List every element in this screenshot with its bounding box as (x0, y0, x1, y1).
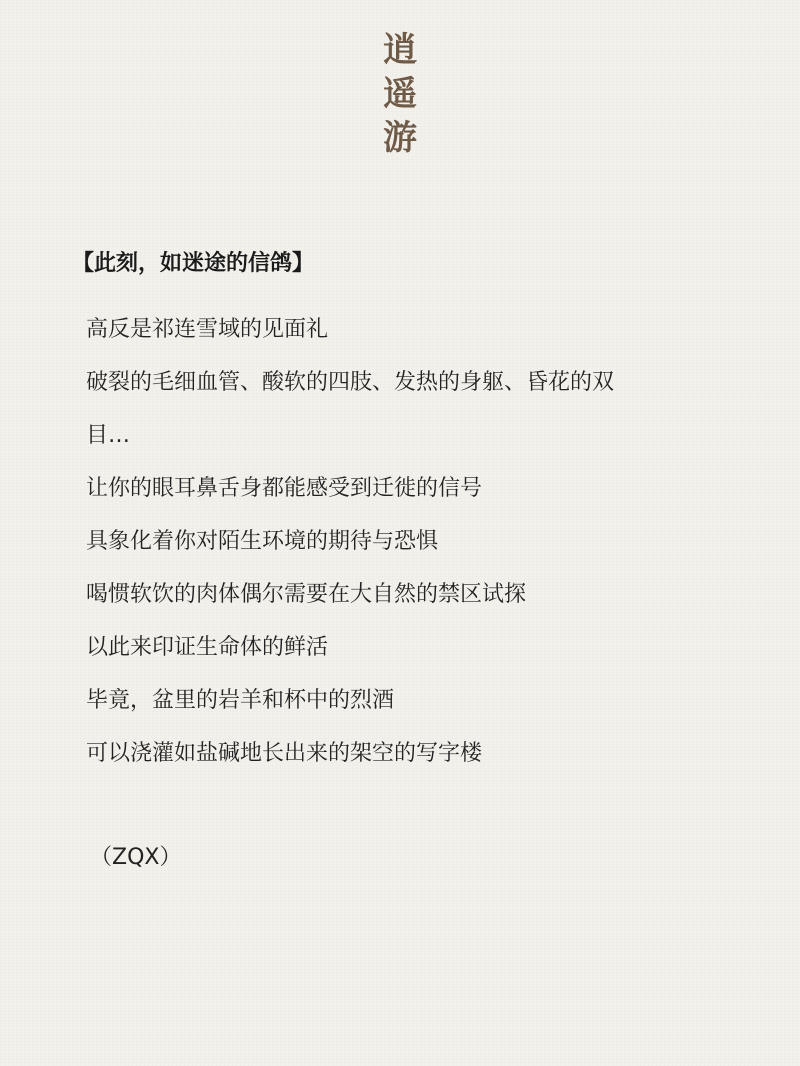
poem-line: 喝惯软饮的肉体偶尔需要在大自然的禁区试探 (86, 582, 527, 607)
title-char: 遥 (383, 74, 417, 114)
poem-line: 以此来印证生命体的鲜活 (86, 635, 329, 660)
poem-line: 破裂的毛细血管、酸软的四肢、发热的身躯、昏花的双 (86, 370, 615, 395)
signature: （ZQX） (90, 845, 182, 870)
poem-line: 高反是祁连雪域的见面礼 (86, 317, 329, 342)
vertical-title (0, 28, 800, 160)
poem-line: 目… (86, 423, 131, 448)
poem-line: 具象化着你对陌生环境的期待与恐惧 (86, 529, 439, 554)
poem-line: 可以浇灌如盐碱地长出来的架空的写字楼 (86, 741, 483, 766)
poem-line: 毕竟，盆里的岩羊和杯中的烈酒 (86, 688, 395, 713)
poem-body (86, 303, 736, 780)
title-char: 逍 (383, 30, 417, 70)
title-char: 游 (383, 118, 417, 158)
section-heading: 【此刻，如迷途的信鸽】 (72, 251, 315, 276)
poem-line: 让你的眼耳鼻舌身都能感受到迁徙的信号 (86, 476, 483, 501)
